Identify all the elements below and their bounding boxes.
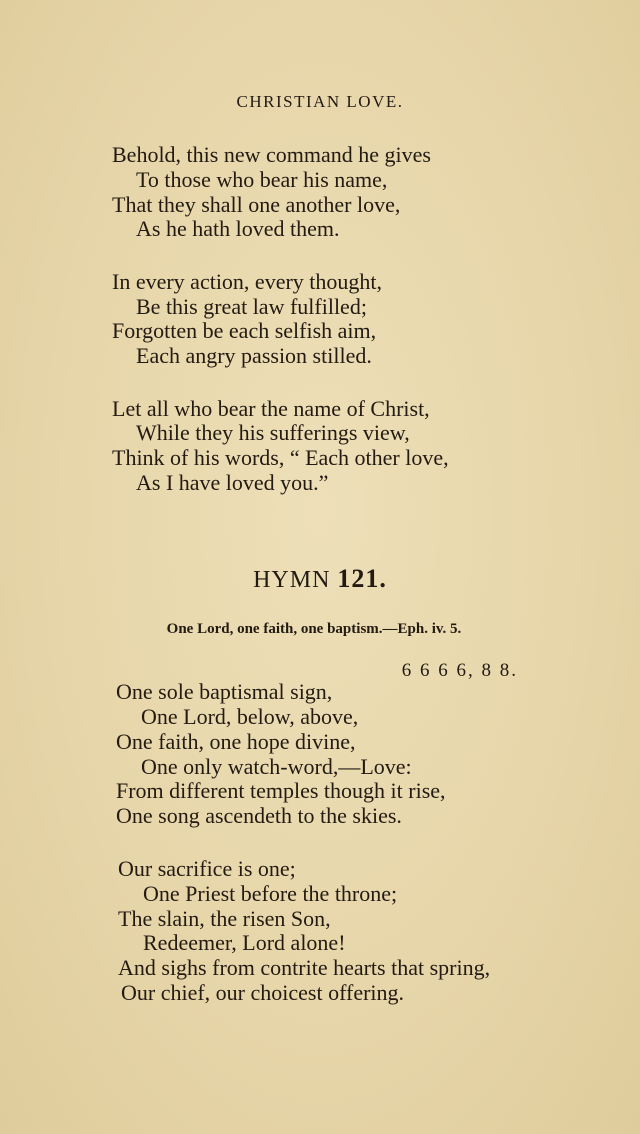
verse-line: And sighs from contrite hearts that spring,: [118, 955, 491, 980]
verse-line: One only watch-word,—Love:: [141, 754, 412, 779]
verse-line: Be this great law fulfilled;: [136, 294, 367, 319]
hymn-number: 121.: [337, 564, 387, 593]
verse-line: One faith, one hope divine,: [116, 729, 356, 754]
verse-line: While they his sufferings view,: [136, 420, 410, 445]
verse-line: As I have loved you.”: [136, 470, 329, 495]
verse-line: Behold, this new command he gives: [112, 142, 431, 167]
verse-line: That they shall one another love,: [112, 192, 401, 217]
verse-line: One song ascendeth to the skies.: [116, 803, 402, 828]
verse-line: Each angry passion stilled.: [136, 343, 372, 368]
verse-line: In every action, every thought,: [112, 269, 383, 294]
verse-line: Let all who bear the name of Christ,: [112, 396, 430, 421]
hymn-label: HYMN: [253, 567, 331, 593]
hymn-epigraph: One Lord, one faith, one baptism.—Eph. iv. 5.: [166, 621, 462, 637]
verse-line: Our sacrifice is one;: [118, 856, 296, 881]
verse-line: Redeemer, Lord alone!: [143, 930, 346, 955]
verse-line: One sole baptismal sign,: [116, 679, 333, 704]
verse-line: The slain, the risen Son,: [118, 906, 331, 931]
verse-line: One Priest before the throne;: [143, 881, 398, 906]
verse-line: Forgotten be each selfish aim,: [112, 318, 377, 343]
verse-line: As he hath loved them.: [136, 216, 340, 241]
verse-line: Think of his words, “ Each other love,: [112, 445, 449, 470]
running-head: CHRISTIAN LOVE.: [236, 92, 404, 111]
verse-line: Our chief, our choicest offering.: [121, 980, 405, 1005]
hymn-heading: [0, 564, 640, 594]
verse-line: One Lord, below, above,: [141, 704, 359, 729]
verse-line: From different temples though it rise,: [116, 778, 446, 803]
hymn-meter: 6 6 6 6, 8 8.: [401, 660, 518, 681]
verse-line: To those who bear his name,: [136, 167, 388, 192]
